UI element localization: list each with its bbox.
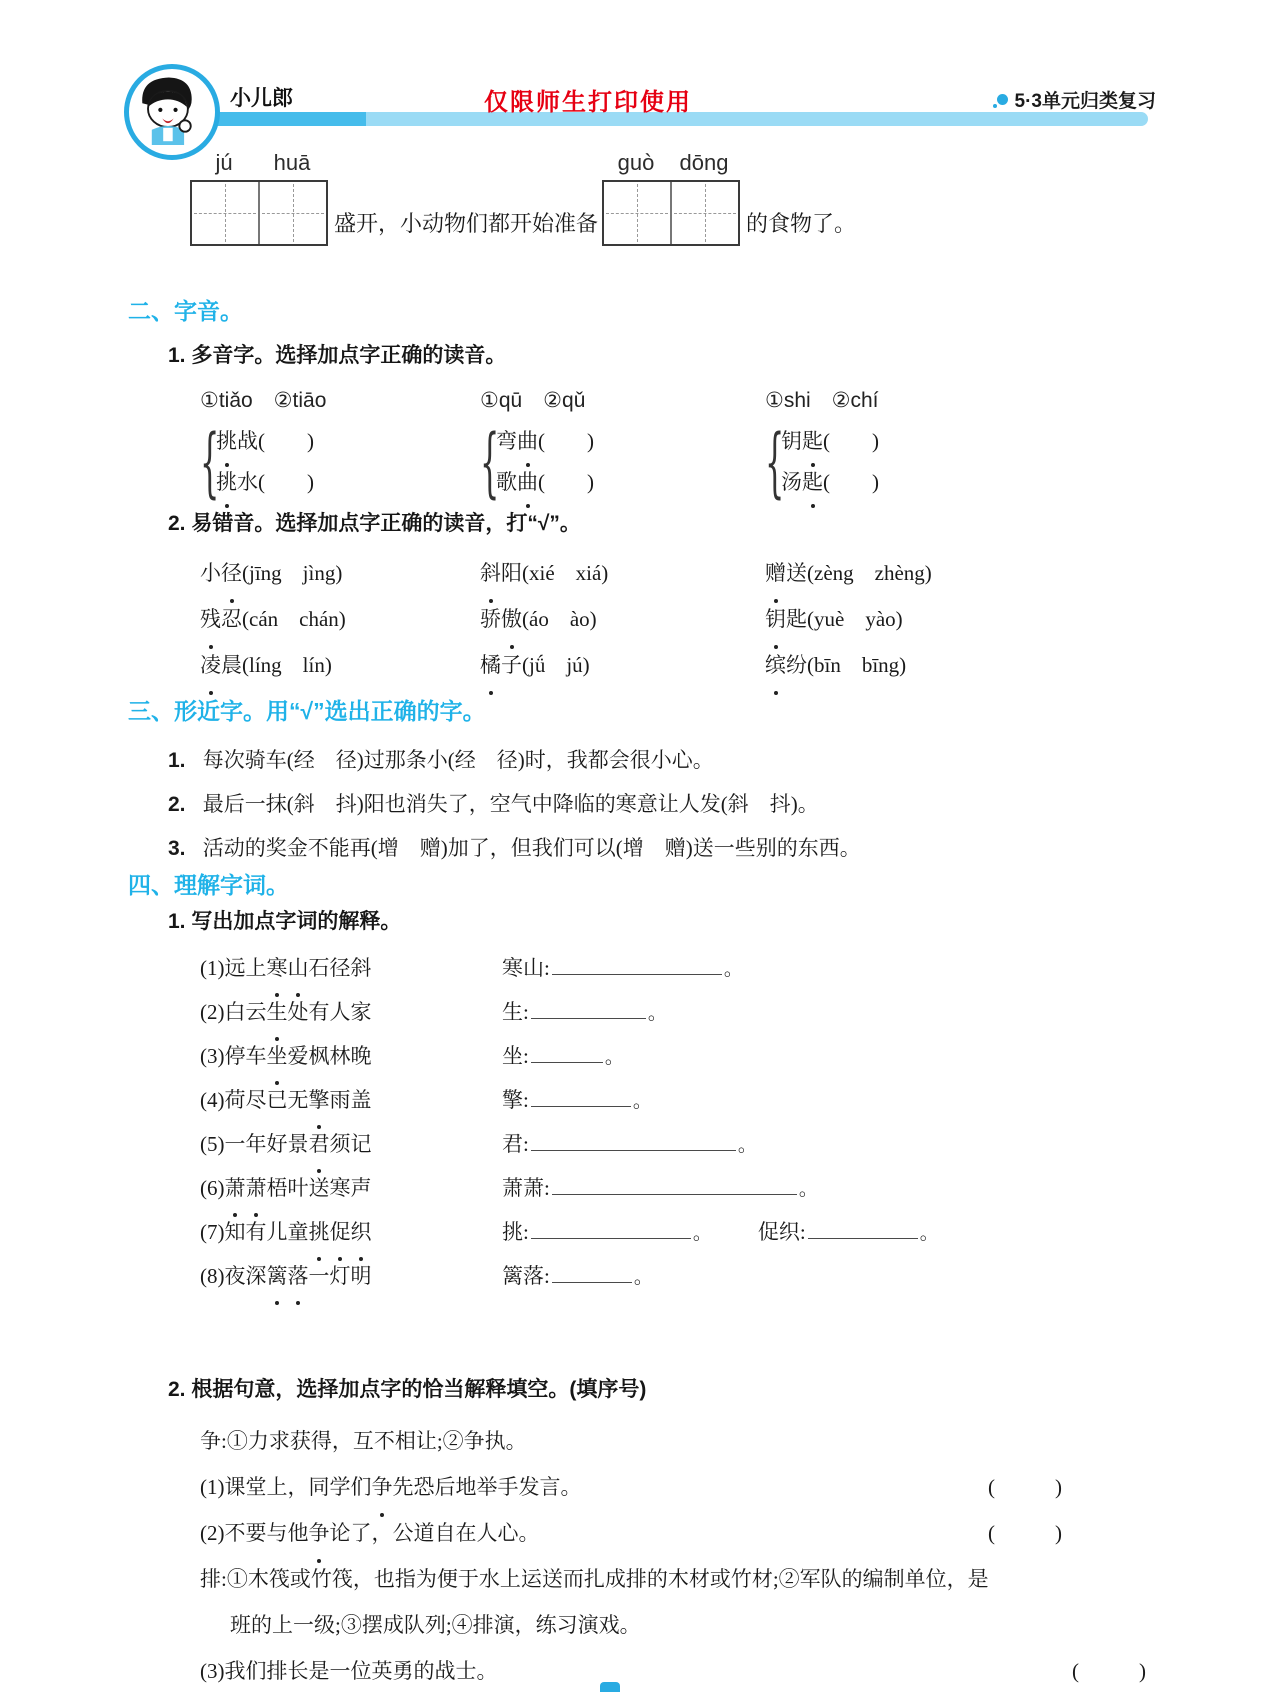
- section3-sentences: [168, 738, 1276, 870]
- brace-icon: [765, 422, 771, 502]
- section2-item2-title: 2. 易错音。选择加点字正确的读音，打“√”。: [168, 512, 581, 535]
- poem-phrase: (5)一年好景君须记: [200, 1122, 502, 1166]
- period: 。: [647, 1003, 667, 1024]
- query-word: 萧萧:: [502, 1176, 550, 1200]
- pinyin-options: ①tiǎo ②tiāo: [200, 389, 327, 412]
- answer-blank[interactable]: [552, 950, 722, 975]
- duoyin-group-qu: [480, 384, 765, 502]
- answer-parens[interactable]: ( ): [1072, 1659, 1152, 1683]
- poem-phrase: (4)荷尽已无擎雨盖: [200, 1078, 502, 1122]
- section2-title: 二、字音。: [128, 298, 243, 324]
- answer-parens[interactable]: ( ): [988, 1521, 1068, 1545]
- answer-blank[interactable]: [808, 1214, 918, 1239]
- definition-pai-line1: 排:①木筏或竹筏，也指为便于水上运送而扎成排的木材或竹材;②军队的编制单位，是: [200, 1567, 989, 1591]
- poem-phrase: (8)夜深篱落一灯明: [200, 1254, 502, 1298]
- bullet-dot-icon: [997, 94, 1008, 105]
- query-word: 生:: [502, 1000, 529, 1024]
- explanation-rows: [200, 946, 1276, 1298]
- query-word: 促织:: [757, 1220, 806, 1244]
- query-word: 坐:: [502, 1044, 529, 1068]
- answer-line[interactable]: 挑水( ): [216, 464, 314, 501]
- writing-grid-juhua[interactable]: [190, 180, 328, 246]
- brand-logo-text: 小儿郎: [230, 87, 293, 110]
- sentence-row[interactable]: [168, 738, 1276, 782]
- writing-cell[interactable]: [670, 182, 738, 244]
- fill-group-juhua: [190, 150, 328, 246]
- sentence-text: (2)不要与他争论了，公道自在人心。: [200, 1521, 540, 1545]
- pinyin-label-juhua: [190, 150, 328, 180]
- answer-line[interactable]: 挑战( ): [216, 423, 314, 460]
- period: 。: [633, 1267, 653, 1288]
- section3-title: 三、形近字。用“√”选出正确的字。: [128, 698, 486, 724]
- mascot-boy-icon: [129, 69, 205, 145]
- page-number-marker: [600, 1682, 620, 1692]
- unit-tag-label: 5·3单元归类复习: [1014, 91, 1156, 112]
- pinyin-syllable: guò: [617, 150, 655, 175]
- writing-cell[interactable]: [192, 182, 258, 244]
- unit-tag: [997, 86, 1156, 113]
- word-choice[interactable]: 凌晨(líng lín): [200, 642, 480, 688]
- section4-item2-title: 2. 根据句意，选择加点字的恰当解释填空。(填序号): [168, 1378, 647, 1401]
- pinyin-options: ①shi ②chí: [765, 389, 879, 412]
- sentence-text: 活动的奖金不能再(增 赠)加了，但我们可以(增 赠)送一些别的东西。: [202, 836, 861, 860]
- query-word: 挑:: [502, 1220, 529, 1244]
- query-word: 寒山:: [502, 956, 550, 980]
- answer-line[interactable]: 歌曲( ): [496, 464, 594, 501]
- explanation-row: [200, 1210, 1276, 1254]
- word-choice[interactable]: 骄傲(áo ào): [480, 596, 765, 642]
- query-word: 篱落:: [502, 1264, 550, 1288]
- answer-blank[interactable]: [531, 1082, 631, 1107]
- word-choice[interactable]: 钥匙(yuè yào): [765, 596, 1276, 642]
- answer-parens[interactable]: ( ): [988, 1475, 1068, 1499]
- word-row: [200, 596, 1276, 642]
- fill-sentence-row: [200, 1510, 1276, 1556]
- period: 。: [919, 1223, 939, 1244]
- sentence-number: 3.: [168, 837, 186, 860]
- intro-middle-text: 盛开，小动物们都开始准备: [334, 211, 599, 236]
- period: 。: [632, 1091, 652, 1112]
- fill-sentence-row: [200, 1648, 1276, 1692]
- duoyin-group-shi: [765, 384, 1276, 502]
- mascot-logo: [124, 64, 220, 160]
- answer-blank[interactable]: [531, 1038, 603, 1063]
- pinyin-syllable: huā: [273, 150, 311, 175]
- print-watermark: 仅限师生打印使用: [484, 89, 692, 116]
- query-word: 擎:: [502, 1088, 529, 1112]
- pinyin-options: ①qū ②qǔ: [480, 389, 586, 412]
- sentence-number: 2.: [168, 793, 186, 816]
- answer-blank[interactable]: [531, 994, 646, 1019]
- pinyin-syllable: jú: [215, 150, 233, 175]
- explanation-row: [200, 946, 1276, 990]
- answer-blank[interactable]: [552, 1258, 632, 1283]
- word-row: [200, 550, 1276, 596]
- period: 。: [798, 1179, 818, 1200]
- definition-zheng: 争:①力求获得，互不相让;②争执。: [200, 1429, 527, 1453]
- sentence-text: (3)我们排长是一位英勇的战士。: [200, 1659, 498, 1683]
- writing-cell[interactable]: [604, 182, 670, 244]
- word-choice[interactable]: 斜阳(xié xiá): [480, 550, 765, 596]
- brace-icon: [200, 422, 206, 502]
- explanation-row: [200, 1034, 1276, 1078]
- sentence-number: 1.: [168, 749, 186, 772]
- query-word: 君:: [502, 1132, 529, 1156]
- pinyin-label-guodong: [602, 150, 740, 180]
- definition-pai-line2: 班的上一级;③摆成队列;④排演，练习演戏。: [230, 1613, 641, 1637]
- sentence-row[interactable]: [168, 826, 1276, 870]
- writing-cell[interactable]: [258, 182, 326, 244]
- answer-line[interactable]: 弯曲( ): [496, 423, 594, 460]
- sentence-text: (1)课堂上，同学们争先恐后地举手发言。: [200, 1475, 582, 1499]
- sentence-row[interactable]: [168, 782, 1276, 826]
- answer-line[interactable]: 汤匙( ): [781, 464, 879, 501]
- poem-phrase: (1)远上寒山石径斜: [200, 946, 502, 990]
- duoyin-groups: [200, 384, 1276, 502]
- writing-grid-guodong[interactable]: [602, 180, 740, 246]
- duoyin-group-tiao: [200, 384, 480, 502]
- pinyin-syllable: dōng: [679, 150, 729, 175]
- word-choice[interactable]: 缤纷(bīn bīng): [765, 642, 1276, 688]
- answer-blank[interactable]: [531, 1214, 691, 1239]
- intro-end-text: 的食物了。: [746, 211, 857, 236]
- answer-blank[interactable]: [552, 1170, 797, 1195]
- word-row: [200, 642, 1276, 688]
- explanation-row: [200, 1166, 1276, 1210]
- section2-item1-title: 1. 多音字。选择加点字正确的读音。: [168, 344, 507, 367]
- poem-phrase: (7)知有儿童挑促织: [200, 1210, 502, 1254]
- explanation-row: [200, 1078, 1276, 1122]
- sentence-text: 最后一抹(斜 抖)阳也消失了，空气中降临的寒意让人发(斜 抖)。: [202, 792, 819, 816]
- poem-phrase: (3)停车坐爱枫林晚: [200, 1034, 502, 1078]
- period: 。: [604, 1047, 624, 1068]
- period: 。: [692, 1223, 712, 1244]
- poem-phrase: (6)萧萧梧叶送寒声: [200, 1166, 502, 1210]
- word-choice[interactable]: 小径(jīng jìng): [200, 550, 480, 596]
- section4-title: 四、理解字词。: [128, 872, 289, 898]
- answer-blank[interactable]: [531, 1126, 736, 1151]
- word-choice[interactable]: 残忍(cán chán): [200, 596, 480, 642]
- fill-group-guodong: [602, 150, 740, 246]
- explanation-row: [200, 1122, 1276, 1166]
- word-choice[interactable]: 橘子(jǘ jú): [480, 642, 765, 688]
- period: 。: [723, 959, 743, 980]
- explanation-row: [200, 990, 1276, 1034]
- answer-line[interactable]: 钥匙( ): [781, 423, 879, 460]
- poem-phrase: (2)白云生处有人家: [200, 990, 502, 1034]
- intro-fill-blank-row: [190, 150, 1276, 246]
- fill-sentence-row: [200, 1464, 1276, 1510]
- period: 。: [737, 1135, 757, 1156]
- section4-item1-title: 1. 写出加点字词的解释。: [168, 910, 402, 933]
- word-choice[interactable]: 赠送(zèng zhèng): [765, 550, 1276, 596]
- brace-icon: [480, 422, 486, 502]
- sentence-text: 每次骑车(经 径)过那条小(经 径)时，我都会很小心。: [202, 748, 714, 772]
- yicuoyin-grid: [200, 550, 1276, 688]
